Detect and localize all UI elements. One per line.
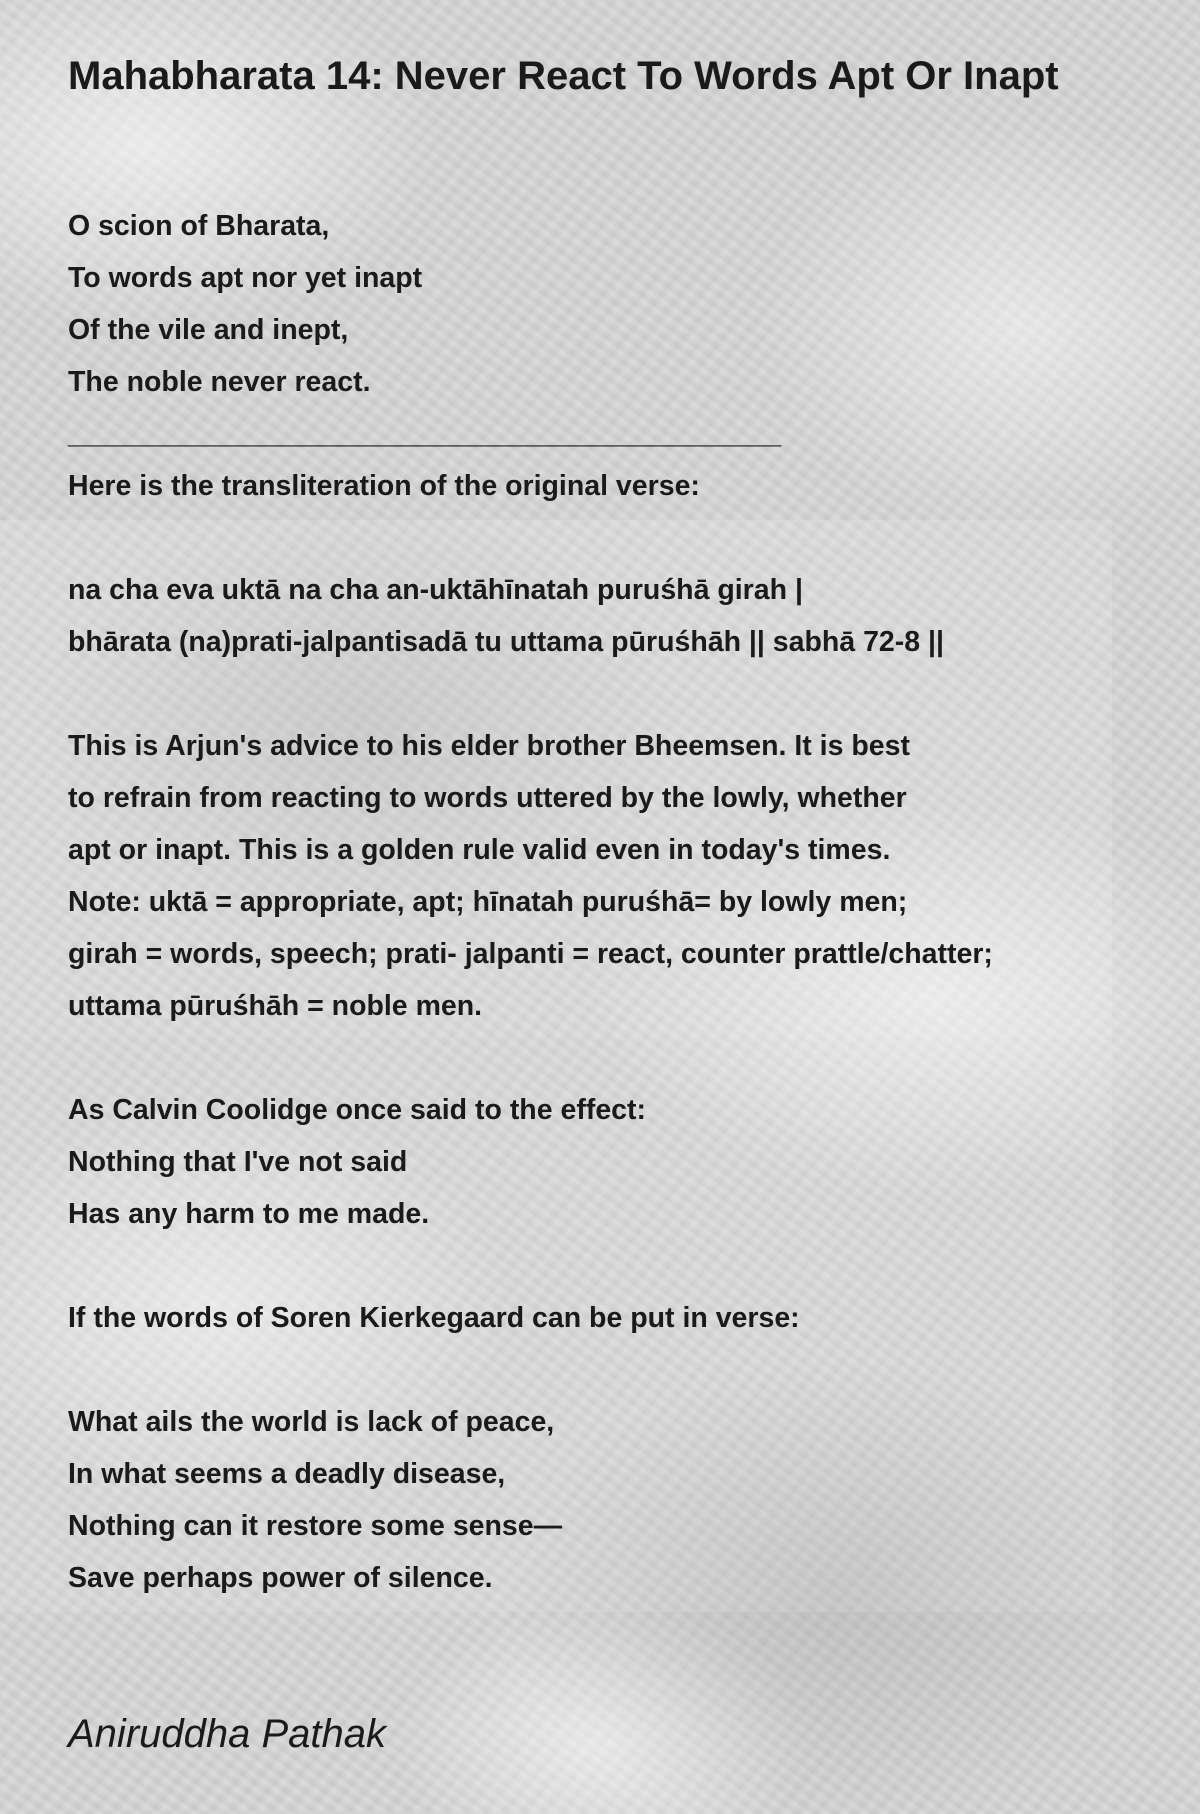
poem-line: apt or inapt. This is a golden rule valid even in today's times. <box>68 834 891 866</box>
poem-line: bhārata (na)prati-jalpantisadā tu uttama pūruśhāh || sabhā 72-8 || <box>68 626 944 658</box>
poem-line: This is Arjun's advice to his elder brother Bheemsen. It is best <box>68 730 910 762</box>
poem-author: Aniruddha Pathak <box>68 1712 387 1756</box>
poem-body <box>68 200 1168 1604</box>
poem-line: What ails the world is lack of peace, <box>68 1406 555 1438</box>
poem-line: Nothing can it restore some sense— <box>68 1510 563 1542</box>
poem-line: To words apt nor yet inapt <box>68 262 423 294</box>
poem-line: In what seems a deadly disease, <box>68 1458 506 1490</box>
stanza-break <box>68 1240 1168 1292</box>
poem-line: Of the vile and inept, <box>68 314 349 346</box>
poem-line: Nothing that I've not said <box>68 1146 408 1178</box>
poem-line: Note: uktā = appropriate, apt; hīnatah puruśhā= by lowly men; <box>68 886 908 918</box>
poem-line: uttama pūruśhāh = noble men. <box>68 990 483 1022</box>
poem-line: _____________________________________________ <box>68 418 782 450</box>
poem-line: As Calvin Coolidge once said to the effect: <box>68 1094 647 1126</box>
poem-title: Mahabharata 14: Never React To Words Apt Or Inapt <box>68 54 1059 98</box>
poem-line: O scion of Bharata, <box>68 210 330 242</box>
poem-line: to refrain from reacting to words uttered by the lowly, whether <box>68 782 907 814</box>
stanza-break <box>68 668 1168 720</box>
poem-line: Save perhaps power of silence. <box>68 1562 493 1594</box>
poem-line: Has any harm to me made. <box>68 1198 430 1230</box>
poem-line: The noble never react. <box>68 366 371 398</box>
stanza-break <box>68 1032 1168 1084</box>
stanza-break <box>68 512 1168 564</box>
poem-line: If the words of Soren Kierkegaard can be put in verse: <box>68 1302 800 1334</box>
poem-line: na cha eva uktā na cha an-uktāhīnatah puruśhā girah | <box>68 574 803 606</box>
poem-line: Here is the transliteration of the original verse: <box>68 470 700 502</box>
stanza-break <box>68 1344 1168 1396</box>
poem-line: girah = words, speech; prati- jalpanti = react, counter prattle/chatter; <box>68 938 993 970</box>
